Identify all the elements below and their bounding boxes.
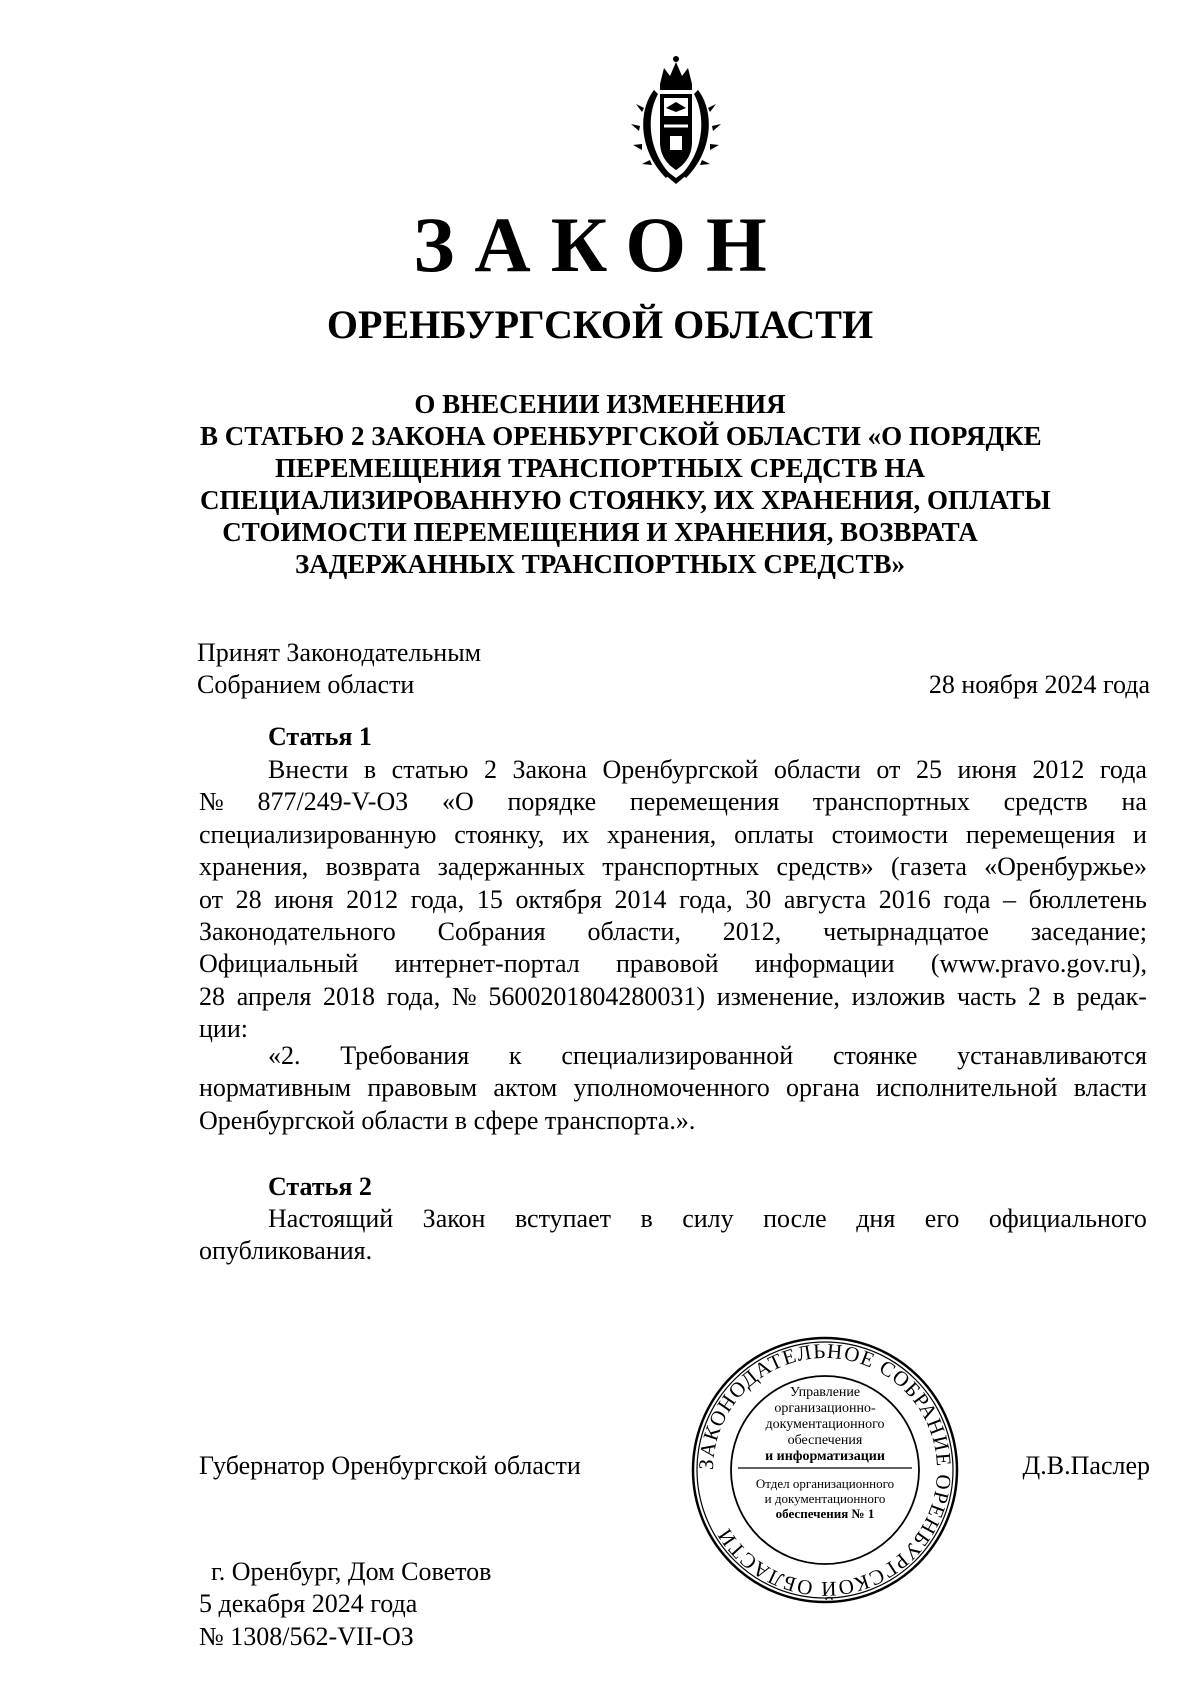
word: Требования <box>340 1041 470 1070</box>
text-line <box>199 916 1147 948</box>
text-line <box>199 1040 1147 1072</box>
word: уполномоченного <box>573 1073 770 1103</box>
word: стоянке <box>832 1041 918 1070</box>
word: Собрания <box>437 916 546 946</box>
stamp-line: обеспечения № 1 <box>775 1506 875 1521</box>
word: оплаты <box>734 819 814 849</box>
word: Оренбургской <box>602 755 759 784</box>
word: исполнительной <box>876 1073 1058 1103</box>
word: 2014 <box>614 884 667 914</box>
word: официального <box>988 1204 1147 1233</box>
word: 2012 <box>346 884 399 914</box>
stamp-line: документационного <box>765 1417 885 1432</box>
document-heading <box>200 388 1051 580</box>
word: 2012 <box>1032 755 1085 784</box>
word: вступает <box>514 1204 611 1233</box>
document-title: ЗАКОН <box>413 201 787 288</box>
word: 2012, <box>722 916 782 946</box>
word: изложив <box>851 981 946 1011</box>
heading-line: В СТАТЬЮ 2 ЗАКОНА ОРЕНБУРГСКОЙ ОБЛАСТИ «О ПОРЯДКЕ <box>200 421 1042 451</box>
adoption-line: Собранием области <box>197 670 415 700</box>
word: «О <box>441 787 474 817</box>
word: в <box>640 1204 653 1233</box>
word: нормативным <box>199 1073 352 1103</box>
adoption-note <box>197 637 481 702</box>
word: правовым <box>367 1073 478 1103</box>
word: года, <box>679 884 733 914</box>
law-number: № 1308/562-VII-ОЗ <box>199 1621 414 1651</box>
word: (газета <box>890 852 967 882</box>
stamp-ring-text <box>694 1339 956 1601</box>
word: 5600201804280031) <box>488 981 706 1011</box>
text-line <box>199 786 1147 818</box>
word: апреля <box>236 981 312 1011</box>
word: от <box>199 884 224 914</box>
word: их <box>562 819 590 849</box>
article-1-body <box>199 754 1147 1046</box>
word: «Оренбуржье» <box>984 852 1147 882</box>
word: дня <box>856 1204 896 1233</box>
word: хранения, <box>607 819 717 849</box>
text-line <box>199 819 1147 851</box>
word: к <box>508 1041 522 1070</box>
word: его <box>924 1204 960 1233</box>
adoption-line: Принят Законодательным <box>197 638 482 667</box>
word: – <box>1003 884 1017 914</box>
article-2-body <box>199 1203 1147 1268</box>
signing-place: г. Оренбург, Дом Советов <box>211 1557 492 1586</box>
article-1-title: Статья 1 <box>268 722 372 751</box>
word: 2018 <box>322 981 375 1011</box>
word: возврата <box>325 852 421 882</box>
word: Закона <box>512 755 587 784</box>
word: года, <box>386 981 441 1011</box>
text-line <box>199 1072 1147 1104</box>
word: статью <box>391 755 469 784</box>
stamp-line: и информатизации <box>765 1449 885 1464</box>
word: года <box>1099 755 1147 784</box>
word: силу <box>682 1204 734 1233</box>
stamp-line: Отдел организационного <box>755 1476 895 1491</box>
word: в <box>363 755 377 784</box>
word: Внести <box>268 755 349 784</box>
word: органа <box>786 1073 860 1103</box>
article-2-title: Статья 2 <box>268 1172 372 1201</box>
word: и <box>1133 819 1147 849</box>
line-text: ции: <box>199 1014 248 1044</box>
word: транспортных <box>812 787 970 817</box>
heading-line: О ВНЕСЕНИИ ИЗМЕНЕНИЯ <box>414 389 786 419</box>
stamp-line: Управление <box>789 1385 861 1400</box>
word: 877/249-V-ОЗ <box>257 787 409 817</box>
word: перемещения <box>965 819 1116 849</box>
word: редак- <box>1076 981 1147 1011</box>
word: изменение, <box>716 981 840 1011</box>
word: области, <box>587 916 681 946</box>
word: июня <box>957 755 1017 784</box>
heading-line: ЗАДЕРЖАННЫХ ТРАНСПОРТНЫХ СРЕДСТВ» <box>294 549 906 579</box>
word: № <box>451 981 477 1011</box>
word: стоянку, <box>454 819 545 849</box>
text-line <box>199 1203 1147 1235</box>
word: на <box>1121 787 1147 817</box>
heading-line: СПЕЦИАЛИЗИРОВАННУЮ СТОЯНКУ, ИХ ХРАНЕНИЯ, ОПЛАТЫ <box>200 485 1051 515</box>
text-line <box>199 981 1147 1013</box>
word: Закон <box>422 1204 486 1233</box>
coat-of-arms-icon <box>626 50 726 190</box>
word: октября <box>515 884 602 914</box>
word: 2 <box>483 755 497 784</box>
line-text: Оренбургской области в сфере транспорта.». <box>199 1105 696 1135</box>
signatory-position: Губернатор Оренбургской области <box>199 1451 581 1480</box>
signing-date: 5 декабря 2024 года <box>199 1589 418 1619</box>
text-line <box>199 884 1147 916</box>
word: августа <box>783 884 867 914</box>
adoption-date: 28 ноября 2024 года <box>928 670 1150 699</box>
word: перемещения <box>629 787 780 817</box>
signing-place-block <box>199 1556 491 1653</box>
word: специализированной <box>561 1041 794 1070</box>
word: интернет-портал <box>394 949 580 979</box>
word: заседание; <box>1030 916 1147 946</box>
word: Официальный <box>199 949 359 979</box>
word: 25 <box>915 755 942 784</box>
article-1-quote <box>199 1040 1147 1137</box>
document-region: ОРЕНБУРГСКОЙ ОБЛАСТИ <box>326 302 874 347</box>
text-line <box>199 948 1147 980</box>
word: четырнадцатое <box>823 916 989 946</box>
word: власти <box>1073 1073 1147 1103</box>
word: (www.pravo.gov.ru), <box>930 949 1147 979</box>
word: 2 <box>1028 981 1042 1011</box>
word: Настоящий <box>268 1204 394 1233</box>
word: года <box>943 884 991 914</box>
word: актом <box>493 1073 558 1103</box>
word: 28 <box>199 981 225 1011</box>
word: правовой <box>615 949 719 979</box>
word: года, <box>410 884 465 914</box>
word: информации <box>754 949 895 979</box>
line-text: опубликования. <box>199 1236 373 1266</box>
word: транспортных <box>602 852 760 882</box>
word: 30 <box>745 884 772 914</box>
word: средств <box>1003 787 1088 817</box>
stamp-line: организационно- <box>774 1401 876 1416</box>
word: в <box>1052 981 1065 1011</box>
word: июня <box>274 884 334 914</box>
word: 15 <box>476 884 503 914</box>
text-line <box>199 754 1147 786</box>
word: № <box>199 787 224 817</box>
word: области <box>773 755 861 784</box>
word: устанавливаются <box>957 1041 1147 1070</box>
text-line <box>199 1235 1147 1267</box>
stamp-ring-path: ЗАКОНОДАТЕЛЬНОЕ СОБРАНИЕ ОРЕНБУРГСКОЙ ОБЛАСТИ <box>693 1338 957 1602</box>
word: 28 <box>235 884 262 914</box>
word: специализированную <box>199 819 437 849</box>
signatory-name: Д.В.Паслер <box>1022 1451 1150 1480</box>
word: 2016 <box>878 884 931 914</box>
text-line <box>199 1105 1147 1137</box>
official-stamp <box>690 1330 960 1610</box>
heading-line: СТОИМОСТИ ПЕРЕМЕЩЕНИЯ И ХРАНЕНИЯ, ВОЗВРАТА <box>222 517 978 547</box>
word: часть <box>956 981 1017 1011</box>
stamp-line: обеспечения <box>787 1433 863 1448</box>
heading-line: ПЕРЕМЕЩЕНИЯ ТРАНСПОРТНЫХ СРЕДСТВ НА <box>275 453 925 483</box>
text-line <box>199 851 1147 883</box>
word: бюллетень <box>1028 884 1147 914</box>
word: задержанных <box>437 852 585 882</box>
word: средств» <box>776 852 874 882</box>
word: Законодательного <box>199 916 396 946</box>
word: от <box>876 755 901 784</box>
word: после <box>763 1204 827 1233</box>
word: хранения, <box>199 852 309 882</box>
word: «2. <box>268 1041 301 1070</box>
word: порядке <box>507 787 597 817</box>
word: стоимости <box>831 819 948 849</box>
stamp-line: и документационного <box>764 1491 886 1506</box>
